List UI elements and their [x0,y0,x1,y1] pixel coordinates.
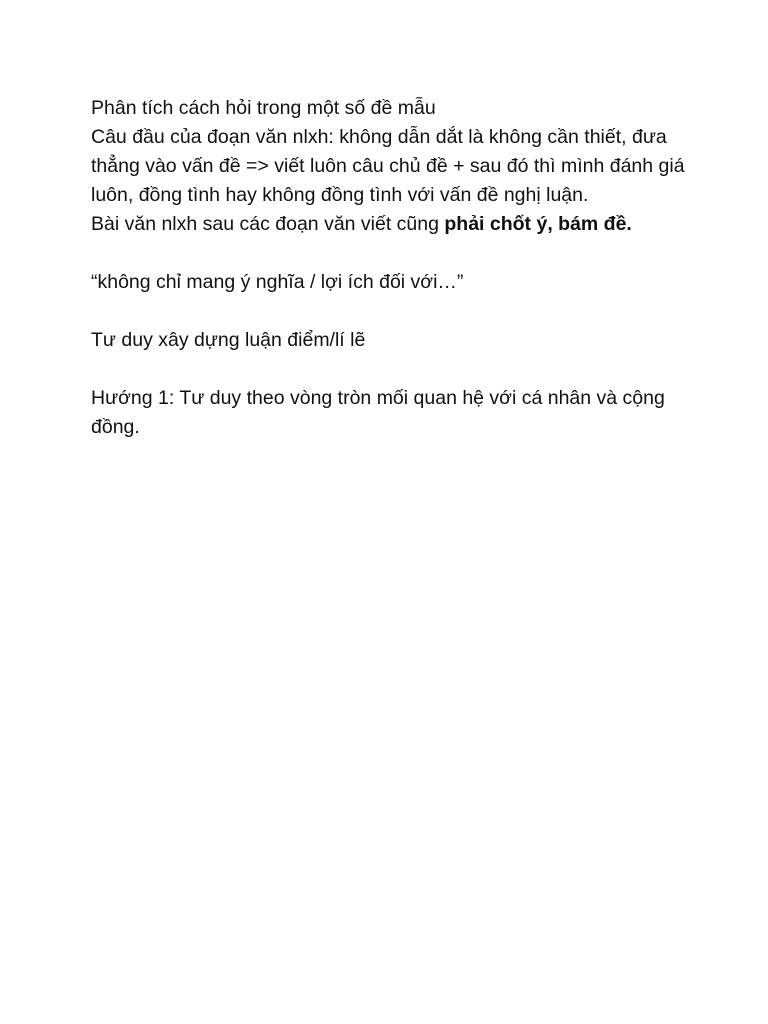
intro-paragraph: Câu đầu của đoạn văn nlxh: không dẫn dắt là không cần thiết, đưa thẳng vào vấn đề => viết luôn câu chủ đề + sau đó thì mình đánh giá luôn, đồng tình hay không đồng tình với vấn đề nghị luận. [91,126,685,206]
thinking-line: Tư duy xây dựng luận điểm/lí lẽ [91,329,366,351]
blank-line [91,355,708,384]
essay-text: Bài văn nlxh sau các đoạn văn viết cũng [91,213,445,235]
heading-line: Phân tích cách hỏi trong một số đề mẫu [91,97,436,119]
direction-paragraph: Hướng 1: Tư duy theo vòng tròn mối quan hệ với cá nhân và cộng đồng. [91,387,665,438]
blank-line [91,297,708,326]
essay-paragraph [91,210,708,239]
quote-line: “không chỉ mang ý nghĩa / lợi ích đối với…” [91,271,464,293]
essay-emphasis: phải chốt ý, bám đề. [444,213,632,235]
blank-line [91,239,708,268]
